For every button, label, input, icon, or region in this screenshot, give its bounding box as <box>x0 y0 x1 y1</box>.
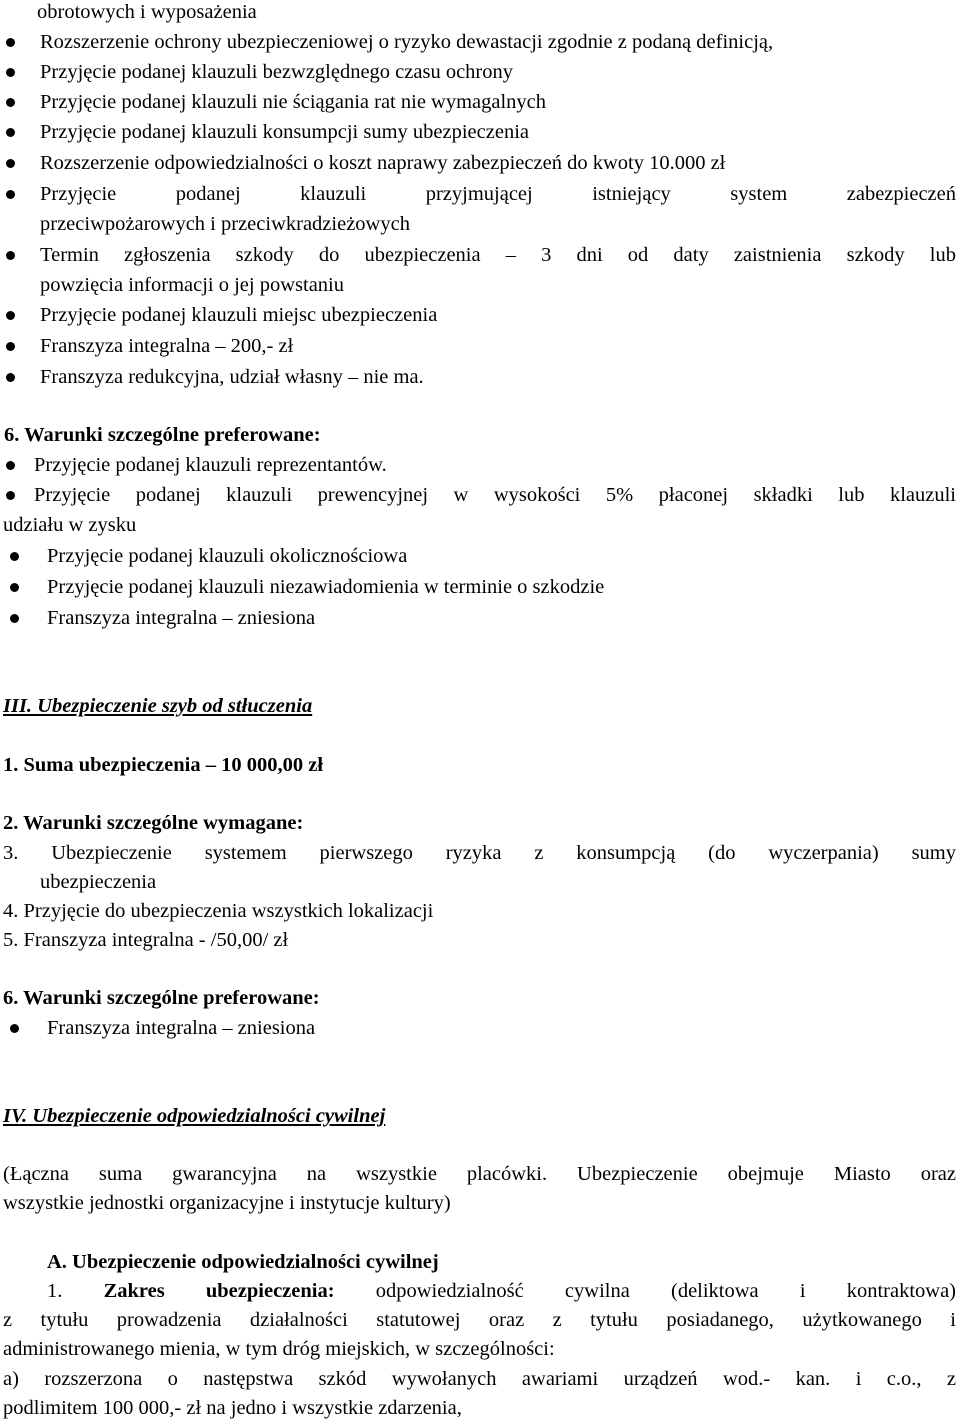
numbered-item: 4. Przyjęcie do ubezpieczenia wszystkich lokalizacji <box>3 900 434 922</box>
section-title: III. Ubezpieczenie szyb od stłuczenia <box>3 695 313 717</box>
bullet-icon <box>6 311 15 320</box>
bullet-icon <box>10 583 19 592</box>
list-item: Przyjęcie podanej klauzuli nie ściągania rat nie wymagalnych <box>40 91 547 113</box>
list-item: Przyjęcie podanej klauzuli miejsc ubezpieczenia <box>40 304 438 326</box>
list-item: Franszyza integralna – 200,- zł <box>40 335 294 357</box>
bullet-icon <box>6 159 15 168</box>
bullet-icon <box>10 614 19 623</box>
list-item: Przyjęcie podanej klauzuli okolicznościowa <box>47 545 408 567</box>
subsection-title: A. Ubezpieczenie odpowiedzialności cywilnej <box>47 1251 439 1273</box>
section-heading: 6. Warunki szczególne preferowane: <box>4 424 321 446</box>
bullet-icon <box>6 68 15 77</box>
sum-insured: 1. Suma ubezpieczenia – 10 000,00 zł <box>3 754 324 776</box>
bullet-icon <box>6 38 15 47</box>
list-item-continuation: udziału w zysku <box>3 514 137 536</box>
list-item: Termin zgłoszenia szkody do ubezpieczenia – 3 dni od daty zaistnienia szkody lub <box>40 244 956 266</box>
list-item: Przyjęcie podanej klauzuli konsumpcji sumy ubezpieczenia <box>40 121 529 143</box>
section-heading: 6. Warunki szczególne preferowane: <box>3 987 320 1009</box>
scope-subitem-continuation: podlimitem 100 000,- zł na jedno i wszystkie zdarzenia, <box>3 1397 462 1419</box>
bullet-icon <box>6 190 15 199</box>
list-item: Franszyza integralna – zniesiona <box>47 1017 316 1039</box>
list-item-continuation: powzięcia informacji o jej powstaniu <box>40 274 344 296</box>
scope-number: 1. <box>47 1280 104 1302</box>
bullet-icon <box>10 1024 19 1033</box>
note: (Łączna suma gwarancyjna na wszystkie placówki. Ubezpieczenie obejmuje Miasto oraz <box>3 1163 956 1185</box>
list-item: Rozszerzenie ochrony ubezpieczeniowej o ryzyko dewastacji zgodnie z podaną definicją, <box>40 31 774 53</box>
scope-label: Zakres ubezpieczenia: <box>103 1280 335 1302</box>
list-item: Przyjęcie podanej klauzuli prewencyjnej w wysokości 5% płaconej składki lub klauzuli <box>34 484 956 506</box>
list-item: Przyjęcie podanej klauzuli reprezentantów. <box>34 454 387 476</box>
list-item: Przyjęcie podanej klauzuli bezwzględnego czasu ochrony <box>40 61 514 83</box>
scope-subitem: a) rozszerzona o następstwa szkód wywołanych awariami urządzeń wod.- kan. i c.o., z <box>3 1368 956 1390</box>
top-fragment: obrotowych i wyposażenia <box>37 1 257 23</box>
list-item: Franszyza redukcyjna, udział własny – nie ma. <box>40 366 424 388</box>
bullet-icon <box>6 491 15 500</box>
bullet-icon <box>6 128 15 137</box>
section-heading: 2. Warunki szczególne wymagane: <box>3 812 304 834</box>
bullet-icon <box>6 342 15 351</box>
list-item: Przyjęcie podanej klauzuli niezawiadomienia w terminie o szkodzie <box>47 576 605 598</box>
list-item: Przyjęcie podanej klauzuli przyjmującej istniejący system zabezpieczeń <box>40 183 956 205</box>
scope-text: odpowiedzialność cywilna (deliktowa i kontraktowa) <box>334 1280 957 1302</box>
bullet-icon <box>6 251 15 260</box>
numbered-item: 5. Franszyza integralna - /50,00/ zł <box>3 929 289 951</box>
list-item: Rozszerzenie odpowiedzialności o koszt naprawy zabezpieczeń do kwoty 10.000 zł <box>40 152 726 174</box>
note-continuation: wszystkie jednostki organizacyjne i instytucje kultury) <box>3 1192 451 1214</box>
list-item-continuation: przeciwpożarowych i przeciwkradzieżowych <box>40 213 410 235</box>
bullet-icon <box>6 98 15 107</box>
list-item: Franszyza integralna – zniesiona <box>47 607 316 629</box>
scope-paragraph-line: z tytułu prowadzenia działalności statutowej oraz z tytułu posiadanego, użytkowanego i <box>3 1309 956 1331</box>
section-title: IV. Ubezpieczenie odpowiedzialności cywilnej <box>3 1105 386 1127</box>
scope-paragraph-line <box>47 1276 956 1306</box>
numbered-item-continuation: ubezpieczenia <box>40 871 157 893</box>
numbered-item: 3. Ubezpieczenie systemem pierwszego ryzyka z konsumpcją (do wyczerpania) sumy <box>3 842 956 864</box>
bullet-icon <box>6 373 15 382</box>
bullet-icon <box>10 552 19 561</box>
bullet-icon <box>6 461 15 470</box>
scope-paragraph-line: administrowanego mienia, w tym dróg miejskich, w szczególności: <box>3 1338 555 1360</box>
